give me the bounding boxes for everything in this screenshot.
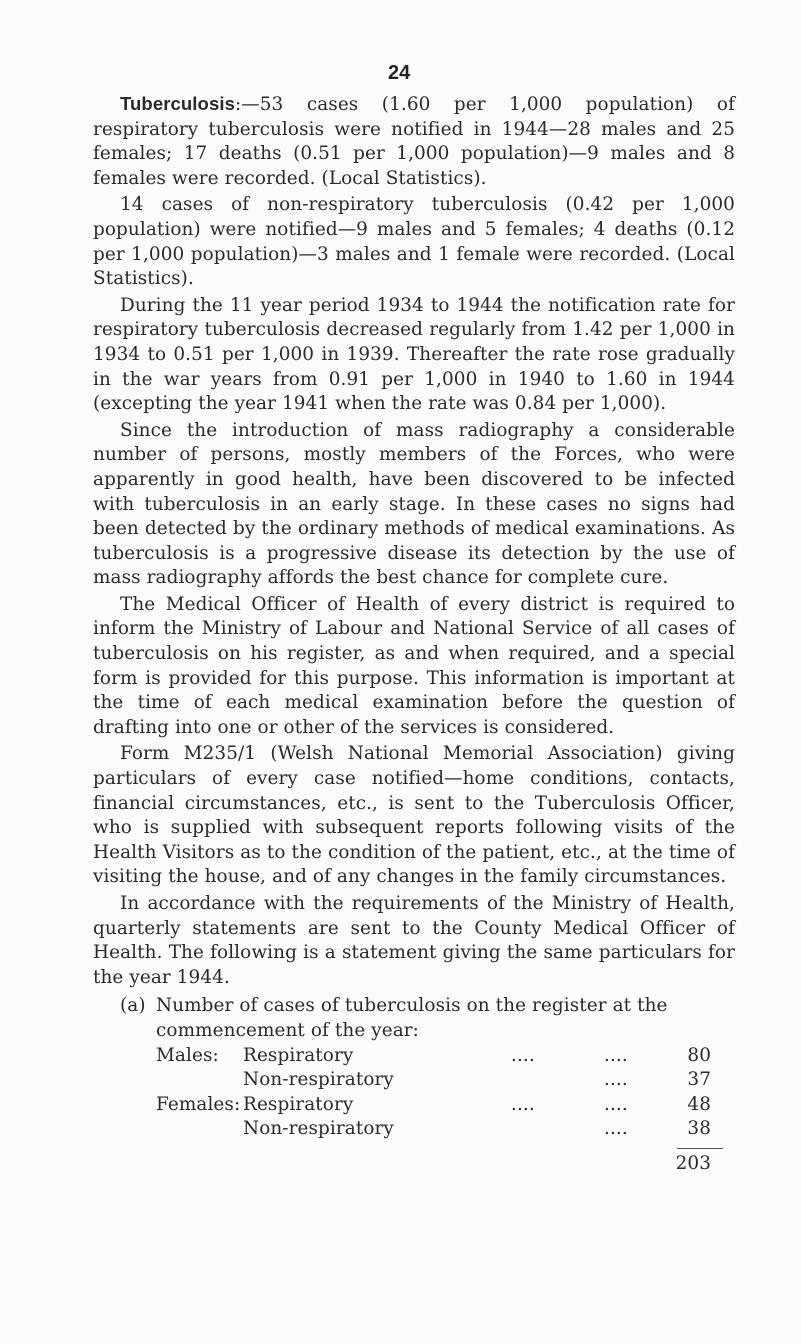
stat-row bbox=[120, 1044, 735, 1069]
list-intro-line2: commencement of the year: bbox=[156, 1019, 419, 1041]
stat-row bbox=[120, 1093, 735, 1118]
paragraph-form-m235: Form M235/1 (Welsh National Memorial Association) giving particulars of every case notified—home conditions, contacts, financial circumstances, etc., is sent to the Tuberculosis Officer, who is supplied with subsequent reports following visits of the Health Visitors as to the condition of the patient, etc., at the time of visiting the house, and of any changes in the family circumstances. bbox=[93, 743, 735, 888]
stat-group: Males: bbox=[156, 1044, 219, 1066]
total-value: 203 bbox=[675, 1152, 711, 1174]
paragraph-notification-rate: During the 11 year period 1934 to 1944 the notification rate for respiratory tuberculosis decreased regularly from 1.42 per 1,000 in 1934 to 0.51 per 1,000 in 1939. Thereafter the rate rose gradually in the war years from 0.91 per 1,000 in 1940 to 1.60 in 1944 (excepting the year 1941 when the rate was 0.84 per 1,000). bbox=[93, 294, 735, 415]
leader-dots: .... bbox=[604, 1118, 628, 1140]
leader-dots: .... bbox=[604, 1093, 628, 1115]
list-intro bbox=[120, 994, 735, 1043]
stat-category: Respiratory bbox=[243, 1044, 354, 1066]
stat-row bbox=[120, 1068, 735, 1093]
leader-dots: .... bbox=[511, 1044, 535, 1066]
paragraph-mass-radiography: Since the introduction of mass radiography a considerable number of persons, mostly members of the Forces, who were apparently in good health, have been discovered to be infected with tuberculosis in an early stage. In these cases no signs had been detected by the ordinary methods of medical examinations. As tuberculosis is a progressive disease its detection by the use of mass radiography affords the best chance for complete cure. bbox=[93, 419, 735, 589]
stat-category: Respiratory bbox=[243, 1093, 354, 1115]
leader-dots: .... bbox=[604, 1044, 628, 1066]
stat-row bbox=[120, 1117, 735, 1142]
leader-dots: .... bbox=[604, 1069, 628, 1091]
stat-value: 38 bbox=[687, 1118, 711, 1140]
stat-value: 37 bbox=[687, 1069, 711, 1091]
page-number: 24 bbox=[388, 62, 411, 84]
paragraph-text: :—53 cases (1.60 per 1,000 population) of respiratory tuberculosis were notified in 1944—28 males and 25 females; 17 deaths (0.51 per 1,000 population)—9 males and 8 females were recorded. (Local Statistics). bbox=[93, 94, 735, 189]
paragraph-respiratory-tb bbox=[93, 92, 735, 191]
stat-value: 80 bbox=[687, 1044, 711, 1066]
stat-value: 48 bbox=[687, 1093, 711, 1115]
leader-dots: .... bbox=[511, 1093, 535, 1115]
stat-category: Non-respiratory bbox=[243, 1069, 394, 1091]
document-body bbox=[93, 92, 735, 1178]
list-label: (a) bbox=[120, 995, 146, 1017]
register-statement bbox=[93, 994, 735, 1178]
paragraph-quarterly-statements: In accordance with the requirements of the Ministry of Health, quarterly statements are sent to the County Medical Officer of Health. The following is a statement giving the same particulars for the year 1944. bbox=[93, 893, 735, 988]
total-row bbox=[120, 1148, 735, 1178]
total-rule bbox=[677, 1148, 723, 1149]
stat-group: Females: bbox=[156, 1093, 241, 1115]
paragraph-ministry-of-labour: The Medical Officer of Health of every district is required to inform the Ministry of Labour and National Service of all cases of tuberculosis on his register, as and when required, and a special form is provided for this purpose. This information is important at the time of each medical examination before the question of drafting into one or other of the services is considered. bbox=[93, 593, 735, 738]
section-heading: Tuberculosis bbox=[120, 93, 235, 114]
list-intro-line1: Number of cases of tuberculosis on the register at the bbox=[156, 995, 668, 1017]
stat-category: Non-respiratory bbox=[243, 1118, 394, 1140]
paragraph-non-respiratory-tb: 14 cases of non-respiratory tuberculosis (0.42 per 1,000 population) were notified—9 males and 5 females; 4 deaths (0.12 per 1,000 population)—3 males and 1 female were recorded. (Local Statistics). bbox=[93, 194, 735, 290]
